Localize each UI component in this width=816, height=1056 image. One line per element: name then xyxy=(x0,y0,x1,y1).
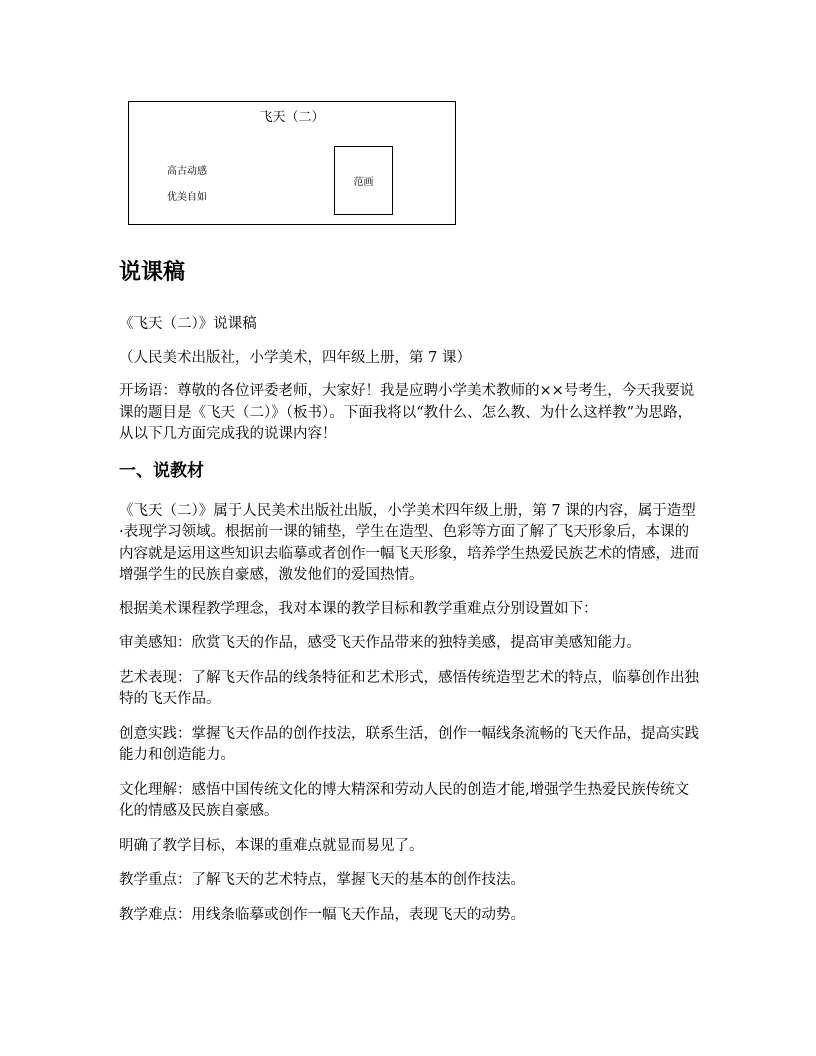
blackboard-keyword-1: 高古动感 xyxy=(167,166,207,177)
textbook-paragraph: 《飞天（二）》属于人民美术出版社出版，小学美术四年级上册，第 7 课的内容，属于造型·表现学习领域。根据前一课的铺垫，学生在造型、色彩等方面了解了飞天形象后，本课的内容就是运用这些知识去临摹或者创作一幅飞天形象，培养学生热爱民族艺术的情感，进而增强学生的民族自豪感，激发他们的爱国热情。 xyxy=(119,502,699,583)
blackboard-design xyxy=(128,101,456,225)
goal-culture: 文化理解：感悟中国传统文化的博大精深和劳动人民的创造才能,增强学生热爱民族传统文化的情感及民族自豪感。 xyxy=(119,781,690,819)
blackboard-sample-box xyxy=(334,146,393,215)
opening-paragraph: 开场语：尊敬的各位评委老师，大家好！我是应聘小学美术教师的××号考生，今天我要说课的题目是《飞天（二）》（板书）。下面我将以“教什么、怎么教、为什么这样教”为思路，从以下几方面完成我的说课内容！ xyxy=(119,383,695,442)
section-heading-textbook: 一、说教材 xyxy=(119,460,204,481)
page-title: 说课稿 xyxy=(119,260,186,285)
goal-practice: 创意实践：掌握飞天作品的创作技法，联系生活，创作一幅线条流畅的飞天作品，提高实践能力和创造能力。 xyxy=(119,725,699,763)
lesson-subtitle: 《飞天（二）》说课稿 xyxy=(119,316,257,332)
blackboard-title: 飞天（二） xyxy=(259,110,325,125)
goals-intro-paragraph: 根据美术课程教学理念，我对本课的教学目标和教学重难点分别设置如下： xyxy=(119,600,598,617)
document-body xyxy=(119,258,699,926)
transition-paragraph: 明确了教学目标，本课的重难点就显而易见了。 xyxy=(119,837,424,854)
goal-aesthetic: 审美感知：欣赏飞天的作品，感受飞天作品带来的独特美感，提高审美感知能力。 xyxy=(119,635,641,651)
difficult-point: 教学难点：用线条临摹或创作一幅飞天作品，表现飞天的动势。 xyxy=(119,906,525,923)
blackboard-sample-label: 范画 xyxy=(353,177,374,188)
key-point: 教学重点：了解飞天的艺术特点，掌握飞天的基本的创作技法。 xyxy=(119,872,525,888)
blackboard-keyword-2: 优美自如 xyxy=(167,192,207,203)
goal-expression: 艺术表现：了解飞天作品的线条特征和艺术形式，感悟传统造型艺术的特点，临摹创作出独特的飞天作品。 xyxy=(119,669,699,707)
publisher-info: （人民美术出版社，小学美术，四年级上册，第 7 课） xyxy=(119,349,471,366)
